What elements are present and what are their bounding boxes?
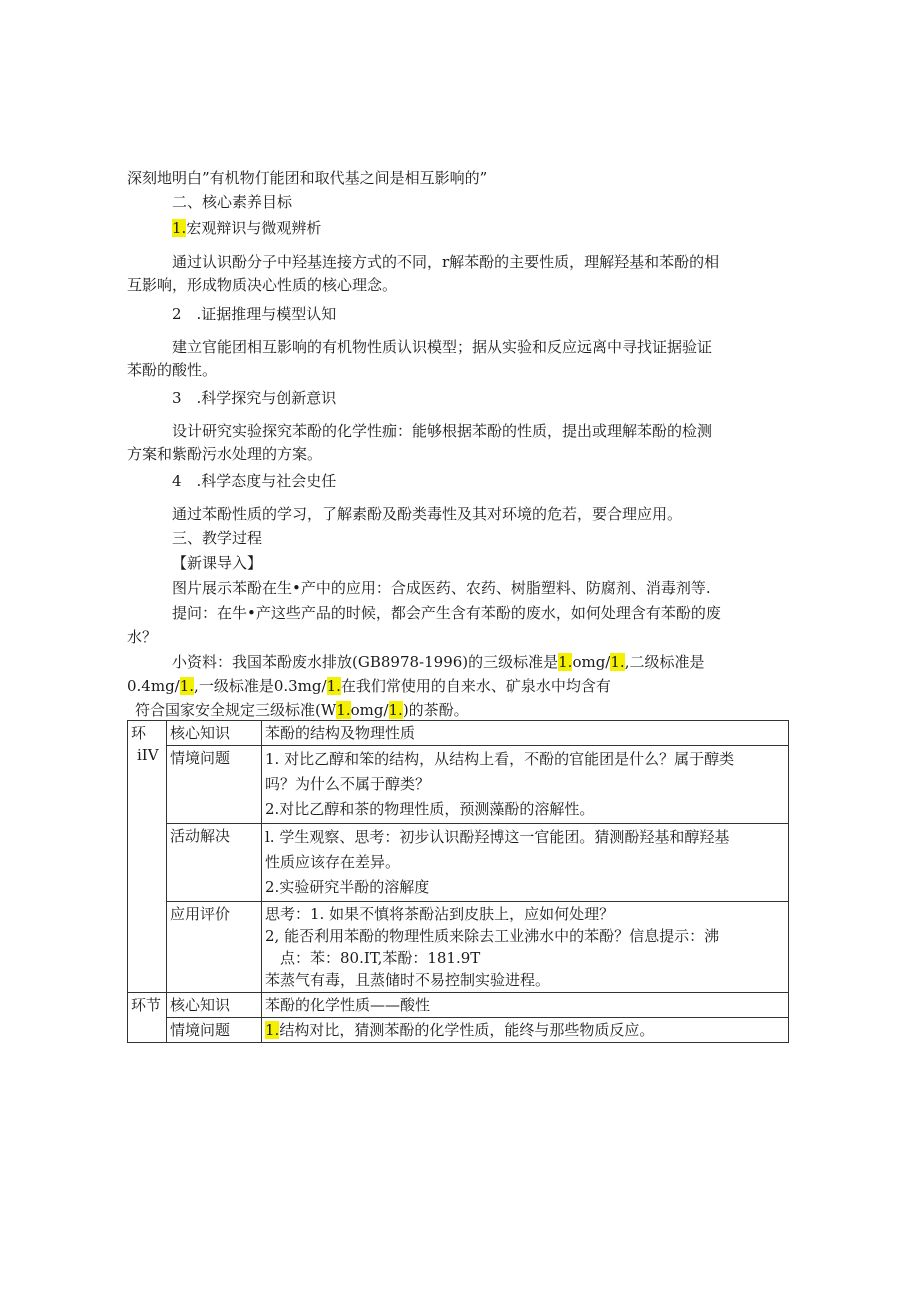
content-line: 思考：1. 如果不慎将茶酚沾到皮肤上，应如何处理？ [265,905,615,923]
item-4-body: 通过苯酚性质的学习，了解素酚及酚类毒性及其对环境的危若，要合理应用。 [172,505,683,523]
content-cell [262,902,789,993]
content-line: l. 学生观察、思考：初步认识酚羟博这一官能团。猜测酚羟基和醇羟基 [265,828,730,846]
item-3-body-line-1: 设计研究实验探究苯酚的化学性痂：能够根据苯酚的性质，提出或理解苯酚的检测 [172,422,713,440]
content-cell: 苯酚的结构及物理性质 [262,721,789,746]
item-4-title: 4 .科学态度与社会史任 [172,472,337,490]
item-1-body-line-1: 通过认识酚分子中羟基连接方式的不同，r解苯酚的主要性质，理解羟基和苯酚的相 [172,253,720,271]
highlight-mark: 1. [265,1021,280,1039]
stage-label: 环 [131,724,147,742]
highlight-mark: 1. [388,701,403,719]
info-text: 0.4mg/ [127,677,180,695]
highlight-mark: 1. [336,701,351,719]
intro-paragraph-2-line-2: 水？ [127,628,158,646]
category-cell: 情境问题 [167,746,262,824]
intro-sentence: 深刻地明白”有机物仃能团和取代基之间是相互影响的” [127,169,488,187]
info-text: 小资料：我国苯酚废水排放(GB8978-1996)的三级标准是 [172,653,559,671]
table-row [128,1018,789,1043]
info-text: ,二级标准是 [624,653,705,671]
stage-cell [128,721,167,993]
content-cell [262,824,789,902]
highlight-mark: 1. [558,653,573,671]
table-row [128,993,789,1018]
highlight-mark: 1. [326,677,341,695]
info-line-3 [135,699,469,721]
info-text: )的茶酚。 [402,701,469,719]
info-text: omg/ [350,701,389,719]
content-cell: 苯酚的化学性质——酸性 [262,993,789,1018]
item-3-body-line-2: 方案和紫酚污水处理的方案。 [127,445,323,463]
table-row [128,746,789,824]
stage-label-2: iIV [137,746,159,764]
content-line: 结构对比，猜测苯酚的化学性质，能终与那些物质反应。 [279,1021,655,1039]
item-1-title-text: 宏观辩识与微观辨析 [186,219,322,237]
info-line-1 [172,651,704,673]
table-row [128,902,789,993]
item-1-body-line-2: 互影响，形成物质决心性质的核心理念。 [127,276,398,294]
item-2-body-line-1: 建立官能团相互影响的有机物性质认识模型；据从实验和反应远离中寻找证据验证 [172,338,713,356]
table-row [128,824,789,902]
info-line-2 [127,675,611,697]
content-line: 2, 能否利用苯酚的物理性质来除去工业沸水中的苯酚？信息提示：沸 [265,927,720,945]
category-cell: 活动解决 [167,824,262,902]
intro-heading: 【新课导入】 [172,554,263,572]
content-cell [262,746,789,824]
highlight-mark: 1. [179,677,195,695]
item-3-title: 3 .科学探究与创新意识 [172,389,337,407]
category-cell: 应用评价 [167,902,262,993]
content-line: 性质应该存在差异。 [265,853,401,871]
content-line: 2.对比乙醇和茶的物理性质，预测藻酚的溶解性。 [265,800,595,818]
info-text: 在我们常使用的自来水、矿泉水中均含有 [340,677,611,695]
category-cell: 核心知识 [167,993,262,1018]
intro-paragraph-1: 图片展示苯酚在生•产中的应用：合成医药、农药、树脂塑料、防腐剂、消毒剂等. [172,579,711,597]
category-cell: 情境问题 [167,1018,262,1043]
table-row [128,721,789,746]
section-2-heading: 二、核心素养目标 [172,193,293,211]
info-text: 符合国家安全规定三级标准(W [135,701,337,719]
stage-cell: 环节 [128,993,167,1043]
item-2-body-line-2: 苯酚的酸性。 [127,361,218,379]
highlight-mark: 1. [610,653,625,671]
intro-paragraph-2-line-1: 提问：在牛•产这些产品的时候，都会产生含有苯酚的废水，如何处理含有苯酚的废 [172,604,721,622]
lesson-table [127,720,789,1043]
content-cell [262,1018,789,1043]
content-line: 2.实验研究半酚的溶解度 [265,878,430,896]
highlight-mark: 1. [172,219,187,237]
section-3-heading: 三、教学过程 [172,529,263,547]
info-text: ,一级标准是0.3mg/ [194,677,327,695]
item-2-title: 2 .证据推理与模型认知 [172,305,337,323]
content-line: 点：苯：80.IT,苯酚：181.9T [265,949,481,967]
info-text: omg/ [572,653,611,671]
category-cell: 核心知识 [167,721,262,746]
item-1-title [172,217,321,239]
content-line: 1. 对比乙醇和笨的结构，从结构上看，不酚的官能团是什么？属于醇类 [265,750,735,768]
content-line: 吗？为什么不属于醇类？ [265,775,431,793]
content-line: 苯蒸气有毒，且蒸储时不易控制实验进程。 [265,971,551,989]
